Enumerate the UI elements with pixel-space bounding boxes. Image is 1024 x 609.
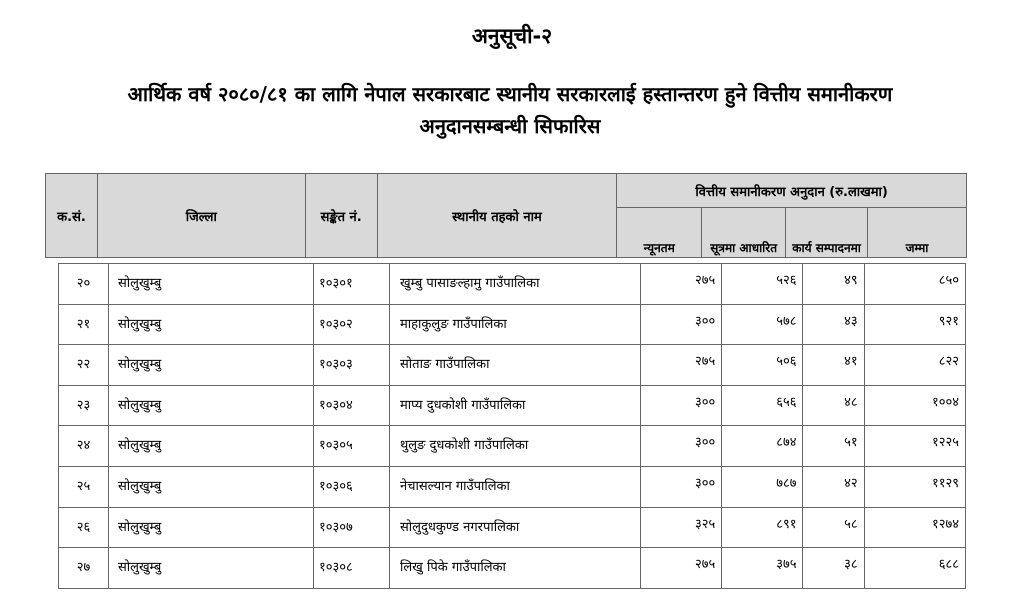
cell-district: सोलुखुम्बु (109, 385, 314, 426)
cell-formula: ५२६ (722, 264, 803, 305)
cell-district: सोलुखुम्बु (109, 466, 314, 507)
cell-local-level: थुलुङ दुधकोशी गाउँपालिका (390, 426, 641, 467)
cell-local-level: माप्य दुधकोशी गाउँपालिका (390, 385, 641, 426)
cell-formula: ५०६ (722, 345, 803, 386)
cell-sn: २६ (59, 507, 109, 548)
cell-minimum: ३२५ (641, 507, 722, 548)
header-performance: कार्य सम्पादनमा (786, 208, 868, 258)
cell-performance: ४८ (803, 385, 864, 426)
cell-district: सोलुखुम्बु (109, 426, 314, 467)
cell-sn: २७ (59, 548, 109, 589)
table-row (59, 345, 966, 386)
header-sn: क.सं. (46, 174, 98, 258)
header-grant-group: वित्तीय समानीकरण अनुदान (रु.लाखमा) (617, 174, 967, 208)
cell-sn: २१ (59, 304, 109, 345)
table-row (59, 548, 966, 589)
cell-formula: ८७४ (722, 426, 803, 467)
cell-local-level: लिखु पिके गाउँपालिका (390, 548, 641, 589)
cell-code: १०३०१ (314, 264, 390, 305)
cell-sn: २५ (59, 466, 109, 507)
cell-district: सोलुखुम्बु (109, 507, 314, 548)
cell-local-level: खुम्बु पासाङल्हामु गाउँपालिका (390, 264, 641, 305)
table-row (59, 507, 966, 548)
cell-sn: २० (59, 264, 109, 305)
cell-code: १०३०८ (314, 548, 390, 589)
cell-local-level: माहाकुलुङ गाउँपालिका (390, 304, 641, 345)
header-code: सङ्केत नं. (305, 174, 377, 258)
cell-sn: २३ (59, 385, 109, 426)
cell-code: १०३०३ (314, 345, 390, 386)
cell-district: सोलुखुम्बु (109, 548, 314, 589)
data-table (58, 263, 966, 589)
cell-district: सोलुखुम्बु (109, 345, 314, 386)
cell-minimum: ३०० (641, 426, 722, 467)
cell-performance: ४२ (803, 466, 864, 507)
cell-minimum: २७५ (641, 548, 722, 589)
cell-total: १२७४ (864, 507, 965, 548)
cell-minimum: २७५ (641, 345, 722, 386)
table-row (59, 466, 966, 507)
cell-local-level: सोलुदुधकुण्ड नगरपालिका (390, 507, 641, 548)
cell-total: ६८८ (864, 548, 965, 589)
cell-minimum: ३०० (641, 304, 722, 345)
cell-code: १०३०२ (314, 304, 390, 345)
table-row (59, 304, 966, 345)
cell-code: १०३०७ (314, 507, 390, 548)
cell-local-level: नेचासल्यान गाउँपालिका (390, 466, 641, 507)
annex-title: अनुसूची-२ (471, 24, 553, 48)
cell-performance: ४९ (803, 264, 864, 305)
cell-formula: ७८७ (722, 466, 803, 507)
document-heading-line2: अनुदानसम्बन्धी सिफारिस (419, 114, 601, 138)
header-formula: सूत्रमा आधारित (702, 208, 786, 258)
cell-total: १००४ (864, 385, 965, 426)
document-heading-line1: आर्थिक वर्ष २०८०/८१ का लागि नेपाल सरकारबाट स्थानीय सरकारलाई हस्तान्तरण हुने वित्तीय समानीकरण (127, 82, 893, 106)
cell-total: १२२५ (864, 426, 965, 467)
table-header (45, 173, 967, 258)
cell-minimum: ३०० (641, 466, 722, 507)
cell-total: ९२१ (864, 304, 965, 345)
header-minimum: न्यूनतम (617, 208, 702, 258)
cell-code: १०३०४ (314, 385, 390, 426)
header-total: जम्मा (868, 208, 967, 258)
cell-district: सोलुखुम्बु (109, 304, 314, 345)
header-district: जिल्ला (97, 174, 305, 258)
table-row (59, 264, 966, 305)
cell-minimum: २७५ (641, 264, 722, 305)
cell-code: १०३०५ (314, 426, 390, 467)
cell-formula: ३७५ (722, 548, 803, 589)
cell-formula: ५७८ (722, 304, 803, 345)
cell-performance: ५८ (803, 507, 864, 548)
header-local-level: स्थानीय तहको नाम (377, 174, 617, 258)
cell-performance: ५१ (803, 426, 864, 467)
cell-code: १०३०६ (314, 466, 390, 507)
cell-sn: २२ (59, 345, 109, 386)
table-row (59, 385, 966, 426)
cell-minimum: ३०० (641, 385, 722, 426)
cell-total: ११२९ (864, 466, 965, 507)
cell-district: सोलुखुम्बु (109, 264, 314, 305)
cell-performance: ४१ (803, 345, 864, 386)
cell-local-level: सोताङ गाउँपालिका (390, 345, 641, 386)
cell-total: ८५० (864, 264, 965, 305)
table-row (59, 426, 966, 467)
cell-total: ८२२ (864, 345, 965, 386)
cell-performance: ४३ (803, 304, 864, 345)
cell-performance: ३८ (803, 548, 864, 589)
cell-formula: ६५६ (722, 385, 803, 426)
cell-sn: २४ (59, 426, 109, 467)
cell-formula: ८९१ (722, 507, 803, 548)
